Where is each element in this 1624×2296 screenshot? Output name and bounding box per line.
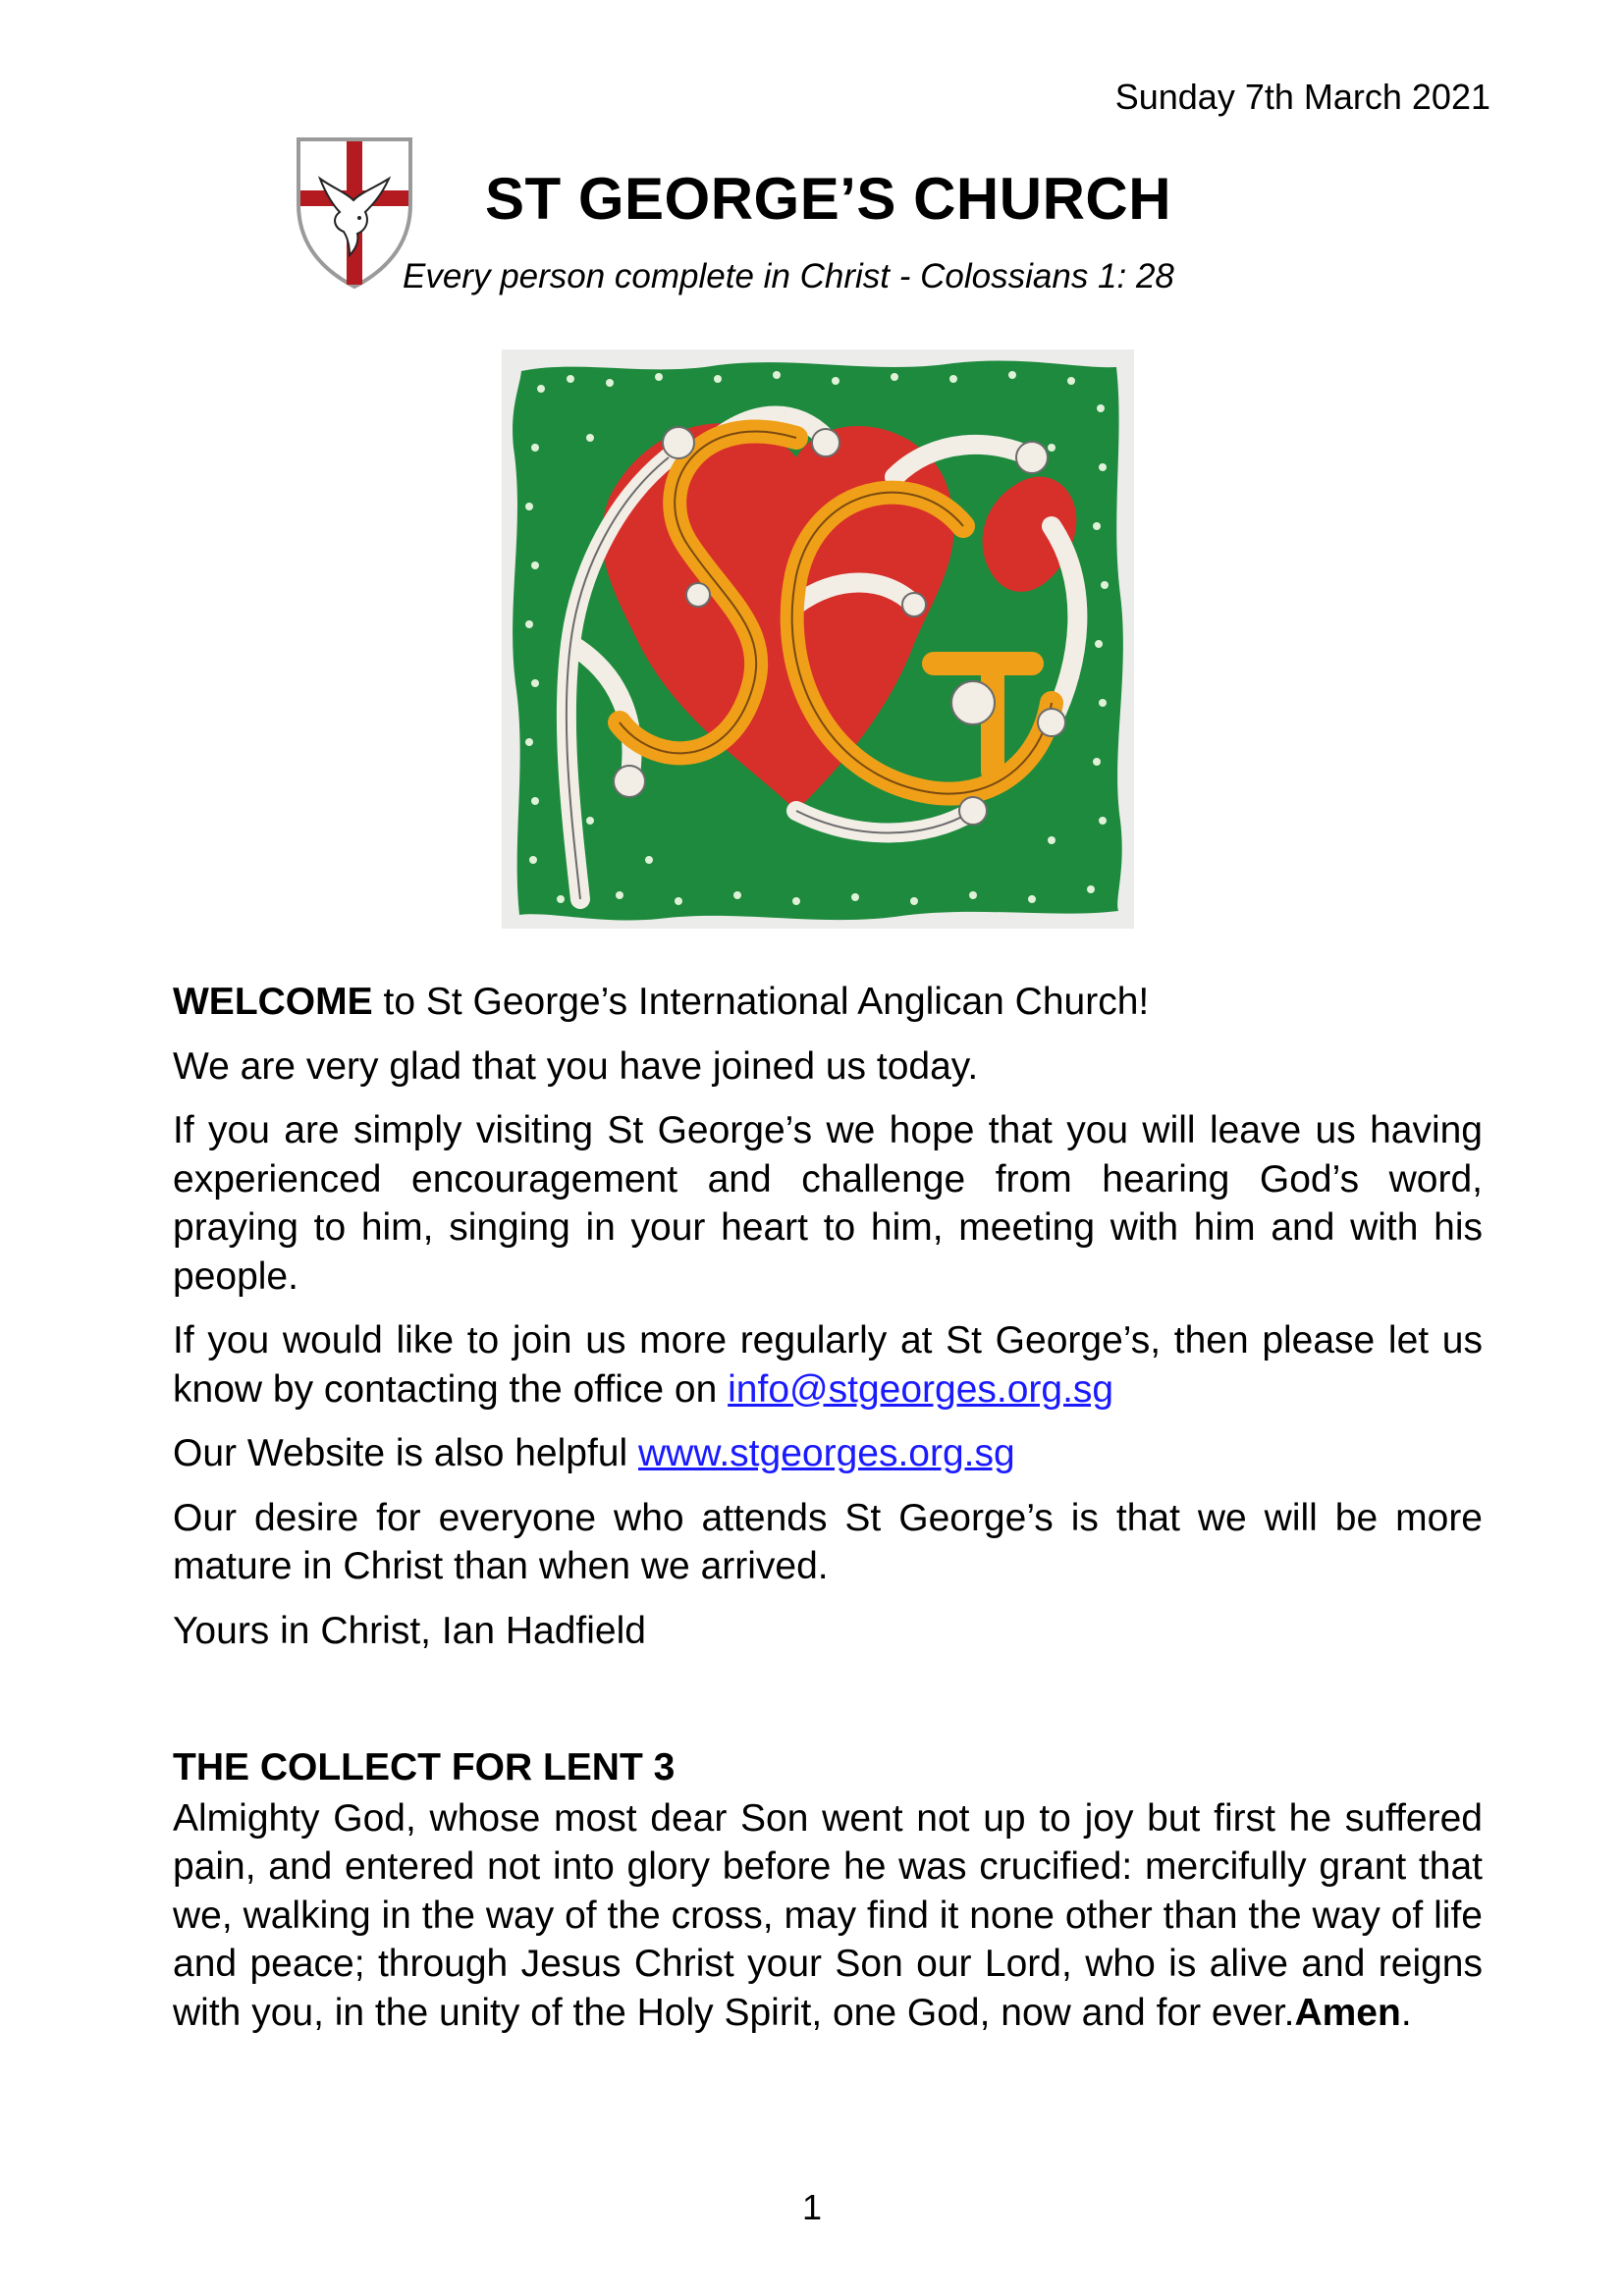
welcome-line bbox=[173, 978, 1483, 1027]
collect-amen: Amen bbox=[1294, 1991, 1401, 2034]
illuminated-sg-monogram bbox=[502, 349, 1134, 929]
welcome-lead: WELCOME bbox=[173, 981, 373, 1023]
welcome-glad-line: We are very glad that you have joined us today. bbox=[173, 1044, 979, 1088]
collect-end: . bbox=[1400, 1991, 1412, 2034]
page-number: 1 bbox=[801, 2187, 823, 2227]
collect-body: Almighty God, whose most dear Son went not up to joy but first he suffered pain, and entered not into glory before he was crucified: mercifully grant that we, walking in the way of the cross, may find it none other than the way of life and peace; through Jesus Christ your Son our Lord, who is alive and reigns with you, in the unity of the Holy Spirit, one God, now and for ever. bbox=[173, 1796, 1483, 2034]
collect-heading: THE COLLECT FOR LENT 3 bbox=[173, 1746, 676, 1789]
welcome-lead-rest: to St George’s International Anglican Church! bbox=[372, 981, 1150, 1023]
join-paragraph bbox=[173, 1316, 1483, 1414]
desire-paragraph: Our desire for everyone who attends St George’s is that we will be more mature in Christ than when we arrived. bbox=[173, 1496, 1483, 1587]
visiting-paragraph: If you are simply visiting St George’s we hope that you will leave us having experienced encouragement and challenge from hearing God’s word, praying to him, singing in your heart to him, meeting with him and with his people. bbox=[173, 1109, 1483, 1298]
collect-text bbox=[173, 1794, 1483, 2038]
church-title: ST GEORGE’S CHURCH bbox=[485, 166, 1172, 232]
office-email-link[interactable]: info@stgeorges.org.sg bbox=[728, 1367, 1114, 1411]
website-line bbox=[173, 1429, 1483, 1478]
signoff: Yours in Christ, Ian Hadfield bbox=[173, 1609, 646, 1652]
newsletter-body bbox=[173, 978, 1483, 2037]
website-text: Our Website is also helpful bbox=[173, 1432, 638, 1474]
service-date: Sunday 7th March 2021 bbox=[1114, 77, 1490, 117]
website-link[interactable]: www.stgeorges.org.sg bbox=[638, 1432, 1015, 1474]
church-crest-icon bbox=[295, 135, 414, 291]
church-motto: Every person complete in Christ - Colossians 1: 28 bbox=[403, 257, 1174, 295]
join-text: If you would like to join us more regularly at St George’s, then please let us know by contacting the office on bbox=[173, 1319, 1483, 1411]
